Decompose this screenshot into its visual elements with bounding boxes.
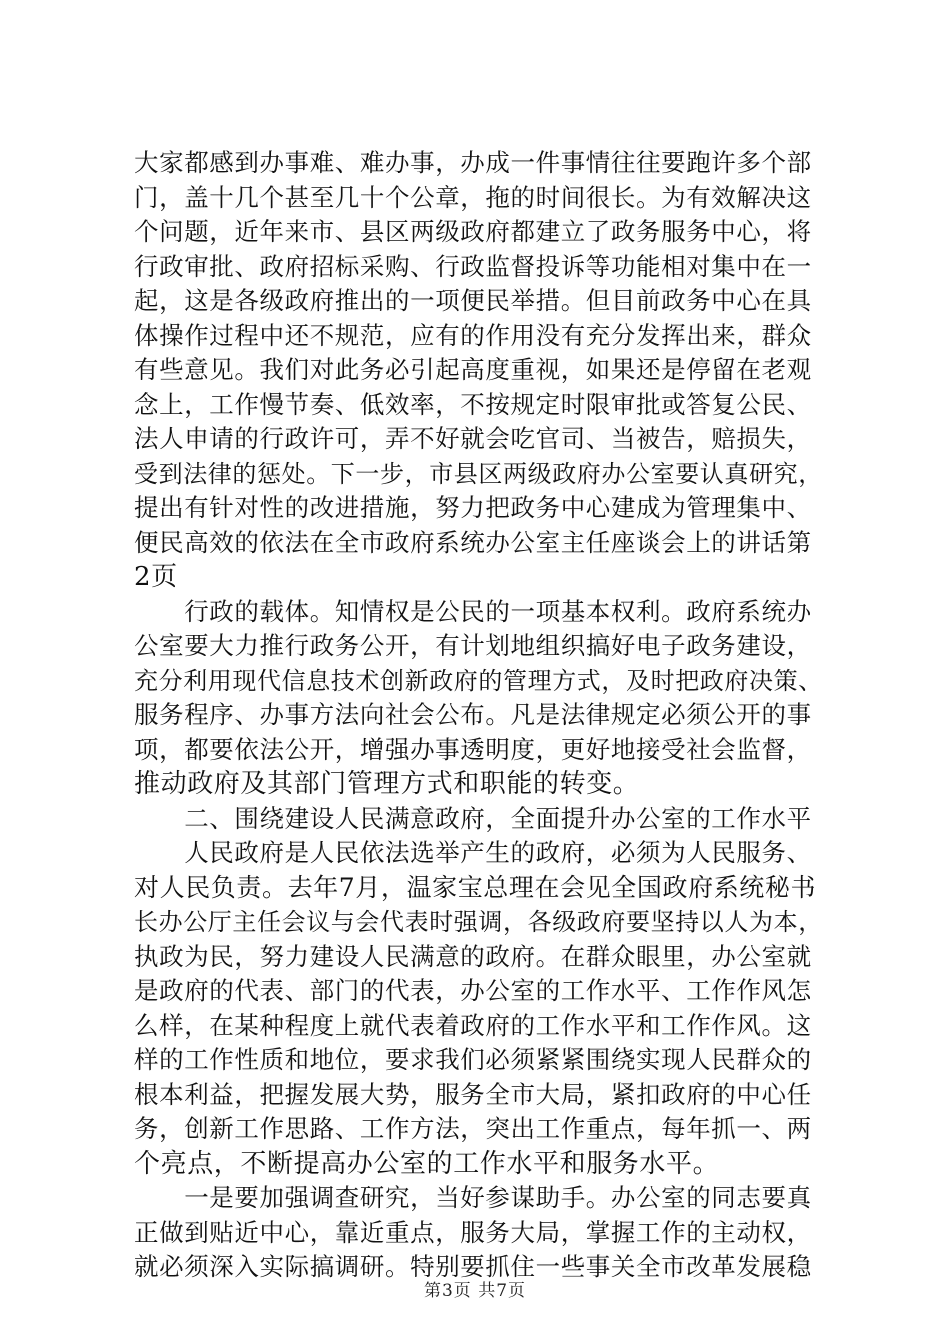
text-line: 对人民负责。去年7月，温家宝总理在会见全国政府系统秘书 xyxy=(134,872,817,902)
text-line: 公室要大力推行政务公开，有计划地组织搞好电子政务建设， xyxy=(134,631,812,660)
text-line: 根本利益，把握发展大势，服务全市大局，紧扣政府的中心任 xyxy=(134,1079,812,1109)
text-line: 提出有针对性的改进措施，努力把政务中心建成为管理集中、 xyxy=(134,493,812,522)
page-footer: 第3页 共7页 xyxy=(423,1281,527,1301)
text-line: 就必须深入实际搞调研。特别要抓住一些事关全市改革发展稳 xyxy=(134,1252,812,1281)
text-line: 行政的载体。知情权是公民的一项基本权利。政府系统办 xyxy=(134,596,812,626)
text-line: 个亮点，不断提高办公室的工作水平和服务水平。 xyxy=(134,1148,720,1179)
text-line: 个问题，近年来市、县区两级政府都建立了政务服务中心，将 xyxy=(134,217,812,246)
text-line: 么样，在某种程度上就代表着政府的工作水平和工作作风。这 xyxy=(134,1010,812,1040)
text-line: 体操作过程中还不规范，应有的作用没有充分发挥出来，群众 xyxy=(134,320,812,350)
text-line: 大家都感到办事难、难办事，办成一件事情往往要跑许多个部 xyxy=(134,148,812,177)
text-line: 二、围绕建设人民满意政府，全面提升办公室的工作水平 xyxy=(134,803,812,833)
text-line: 长办公厅主任会议与会代表时强调，各级政府要坚持以人为本， xyxy=(134,908,823,936)
text-line: 行政审批、政府招标采购、行政监督投诉等功能相对集中在一 xyxy=(134,251,812,281)
text-line: 正做到贴近中心，靠近重点，服务大局，掌握工作的主动权， xyxy=(134,1217,812,1247)
text-line: 受到法律的惩处。下一步，市县区两级政府办公室要认真研究， xyxy=(134,459,823,488)
text-line: 人民政府是人民依法选举产生的政府，必须为人民服务、 xyxy=(134,838,812,867)
text-line: 念上，工作慢节奏、低效率，不按规定时限审批或答复公民、 xyxy=(134,389,812,419)
text-line: 一是要加强调查研究，当好参谋助手。办公室的同志要真 xyxy=(134,1183,812,1212)
text-line: 2页 xyxy=(134,562,178,592)
text-line: 便民高效的依法在全市政府系统办公室主任座谈会上的讲话第 xyxy=(134,527,812,557)
text-line: 样的工作性质和地位，要求我们必须紧紧围绕实现人民群众的 xyxy=(134,1045,812,1074)
text-line: 有些意见。我们对此务必引起高度重视，如果还是停留在老观 xyxy=(134,355,812,384)
text-line: 门，盖十几个甚至几十个公章，拖的时间很长。为有效解决这 xyxy=(134,182,812,212)
text-line: 法人申请的行政许可，弄不好就会吃官司、当被告，赔损失， xyxy=(134,424,812,453)
text-line: 服务程序、办事方法向社会公布。凡是法律规定必须公开的事 xyxy=(134,700,812,729)
document-body xyxy=(134,146,824,1285)
text-line: 项，都要依法公开，增强办事透明度，更好地接受社会监督， xyxy=(134,734,812,764)
text-line: 务，创新工作思路、工作方法，突出工作重点，每年抓一、两 xyxy=(134,1114,812,1143)
text-line: 起，这是各级政府推出的一项便民举措。但目前政务中心在具 xyxy=(134,286,812,315)
text-line: 执政为民，努力建设人民满意的政府。在群众眼里，办公室就 xyxy=(134,941,812,971)
text-line: 充分利用现代信息技术创新政府的管理方式，及时把政府决策、 xyxy=(134,666,823,695)
text-line: 推动政府及其部门管理方式和职能的转变。 xyxy=(134,769,640,799)
text-line: 是政府的代表、部门的代表，办公室的工作水平、工作作风怎 xyxy=(134,976,812,1005)
